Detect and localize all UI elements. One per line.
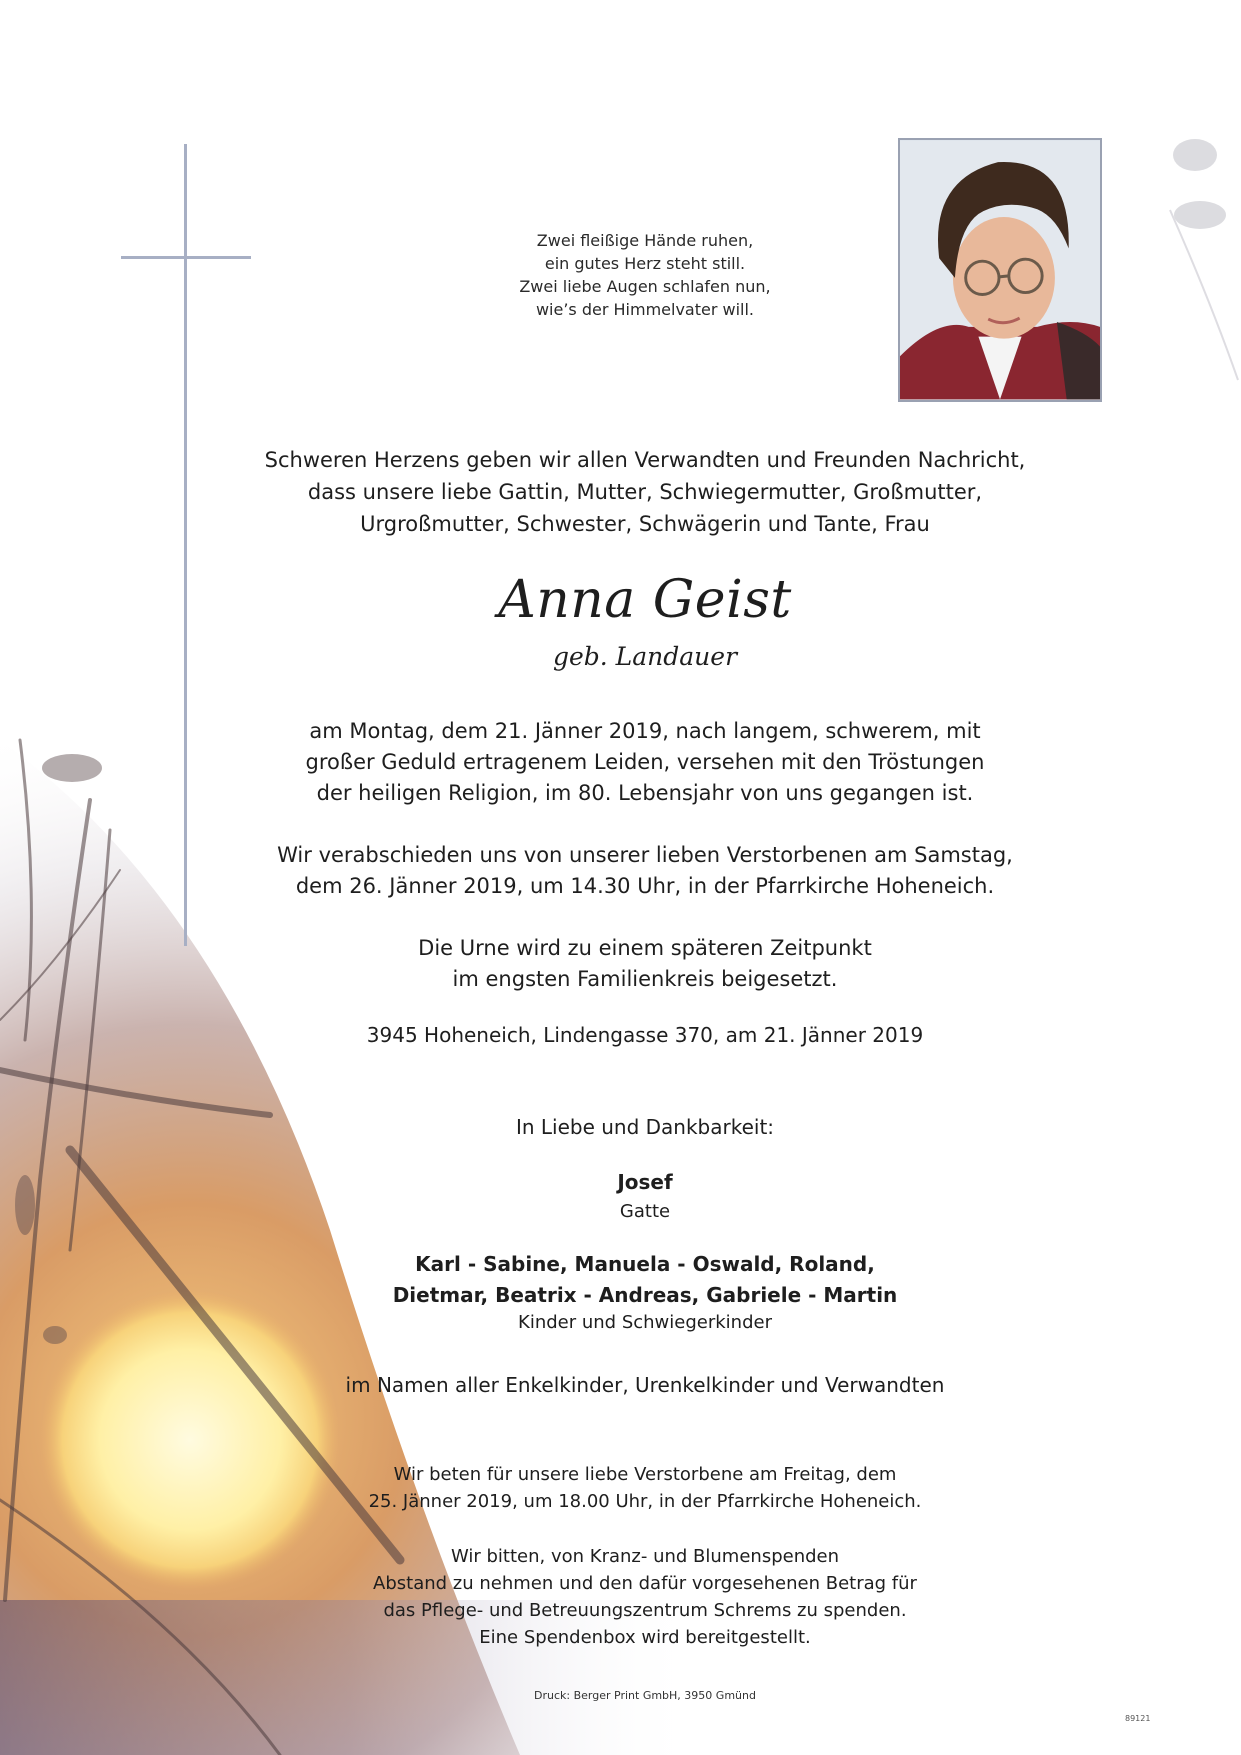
urn-line: im engsten Familienkreis beigesetzt. [452, 967, 838, 991]
maiden-name: geb. Landauer [552, 642, 738, 671]
print-code [1125, 1714, 1156, 1723]
donation-line: das Pflege- und Betreuungszentrum Schrems zu spenden. [383, 1600, 907, 1621]
children-line: Karl - Sabine, Manuela - Oswald, Roland, [415, 1252, 875, 1276]
print-code-number: 89121 [1125, 1714, 1151, 1723]
farewell-line: dem 26. Jänner 2019, um 14.30 Uhr, in der Pfarrkirche Hoheneich. [295, 874, 995, 898]
farewell-line: Wir verabschieden uns von unserer lieben Verstorbenen am Samstag, [277, 843, 1013, 867]
donation-line: Eine Spendenbox wird bereitgestellt. [479, 1627, 811, 1648]
death-notice [150, 716, 1140, 809]
urn-notice [150, 933, 1140, 995]
children-line: Dietmar, Beatrix - Andreas, Gabriele - Martin [392, 1283, 898, 1307]
announcement-intro [150, 444, 1140, 540]
poem-line: wie’s der Himmelvater will. [535, 300, 755, 319]
poem-line: Zwei liebe Augen schlafen nun, [519, 277, 771, 296]
donation-notice [150, 1543, 1140, 1651]
death-line: der heiligen Religion, im 80. Lebensjahr von uns gegangen ist. [316, 781, 974, 805]
intro-line: Schweren Herzens geben wir allen Verwandten und Freunden Nachricht, [264, 448, 1026, 472]
prayer-line: Wir beten für unsere liebe Verstorbene am Freitag, dem [393, 1464, 897, 1485]
poem-line: Zwei fleißige Hände ruhen, [536, 231, 754, 250]
gratitude-line: In Liebe und Dankbarkeit: [515, 1115, 775, 1139]
deceased-name: Anna Geist [498, 570, 792, 630]
spouse-role: Gatte [619, 1201, 671, 1222]
death-line: am Montag, dem 21. Jänner 2019, nach langem, schwerem, mit [309, 719, 981, 743]
donation-line: Wir bitten, von Kranz- und Blumenspenden [450, 1546, 840, 1567]
poem-line: ein gutes Herz steht still. [544, 254, 746, 273]
intro-line: Urgroßmutter, Schwester, Schwägerin und Tante, Frau [360, 512, 930, 536]
children-names [150, 1249, 1140, 1311]
farewell-notice [150, 840, 1140, 902]
address-line: 3945 Hoheneich, Lindengasse 370, am 21. Jänner 2019 [366, 1023, 924, 1047]
death-line: großer Geduld ertragenem Leiden, versehen mit den Tröstungen [305, 750, 985, 774]
printer-credit: Druck: Berger Print GmbH, 3950 Gmünd [534, 1689, 756, 1702]
prayer-line: 25. Jänner 2019, um 18.00 Uhr, in der Pfarrkirche Hoheneich. [368, 1491, 922, 1512]
intro-line: dass unsere liebe Gattin, Mutter, Schwiegermutter, Großmutter, [307, 480, 983, 504]
poem [150, 229, 1140, 321]
relatives-line: im Namen aller Enkelkinder, Urenkelkinder und Verwandten [345, 1373, 945, 1397]
prayer-notice [150, 1461, 1140, 1515]
spouse-name: Josef [617, 1170, 673, 1194]
donation-line: Abstand zu nehmen und den dafür vorgesehenen Betrag für [373, 1573, 917, 1594]
urn-line: Die Urne wird zu einem späteren Zeitpunkt [418, 936, 872, 960]
children-role: Kinder und Schwiegerkinder [518, 1312, 772, 1333]
